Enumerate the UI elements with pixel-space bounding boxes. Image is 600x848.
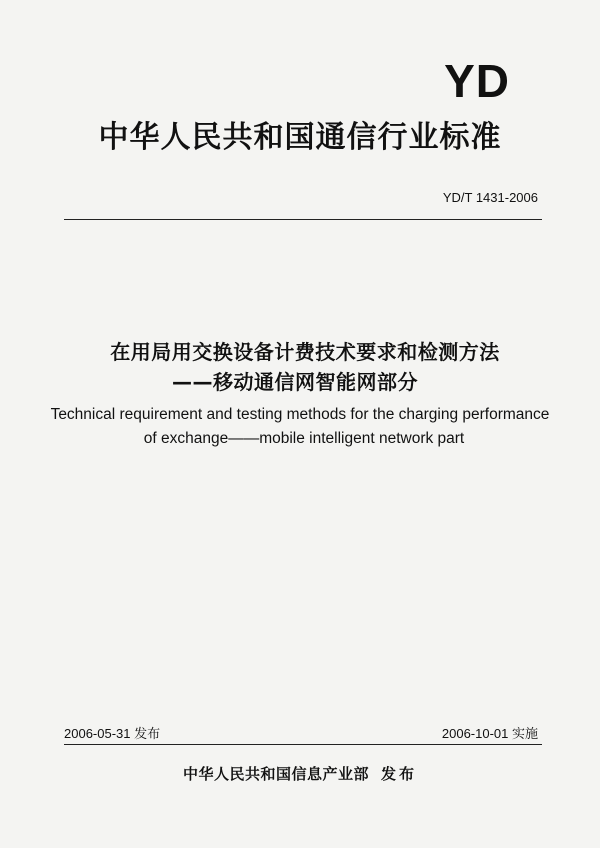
implement-date: 2006-10-01 实施 xyxy=(441,726,538,741)
en-title-line2: of exchange——mobile intelligent network part xyxy=(143,430,465,447)
standard-code: YD/T 1431-2006 xyxy=(442,190,538,205)
en-title-line1: Technical requirement and testing methods for the charging performance xyxy=(50,406,550,423)
publish-date: 2006-05-31 发布 xyxy=(64,726,161,741)
cn-title-line1: 在用局用交换设备计费技术要求和检测方法 xyxy=(110,340,500,364)
cn-title-line2: ——移动通信网智能网部分 xyxy=(172,370,418,394)
standard-title: 中华人民共和国通信行业标准 xyxy=(98,120,502,155)
publisher-line xyxy=(0,763,600,784)
publisher-name: 中华人民共和国信息产业部 xyxy=(182,765,369,783)
yd-logo: YD xyxy=(444,55,510,107)
top-divider xyxy=(64,219,542,220)
bottom-divider xyxy=(64,744,542,745)
publish-verb: 发布 xyxy=(381,765,418,783)
